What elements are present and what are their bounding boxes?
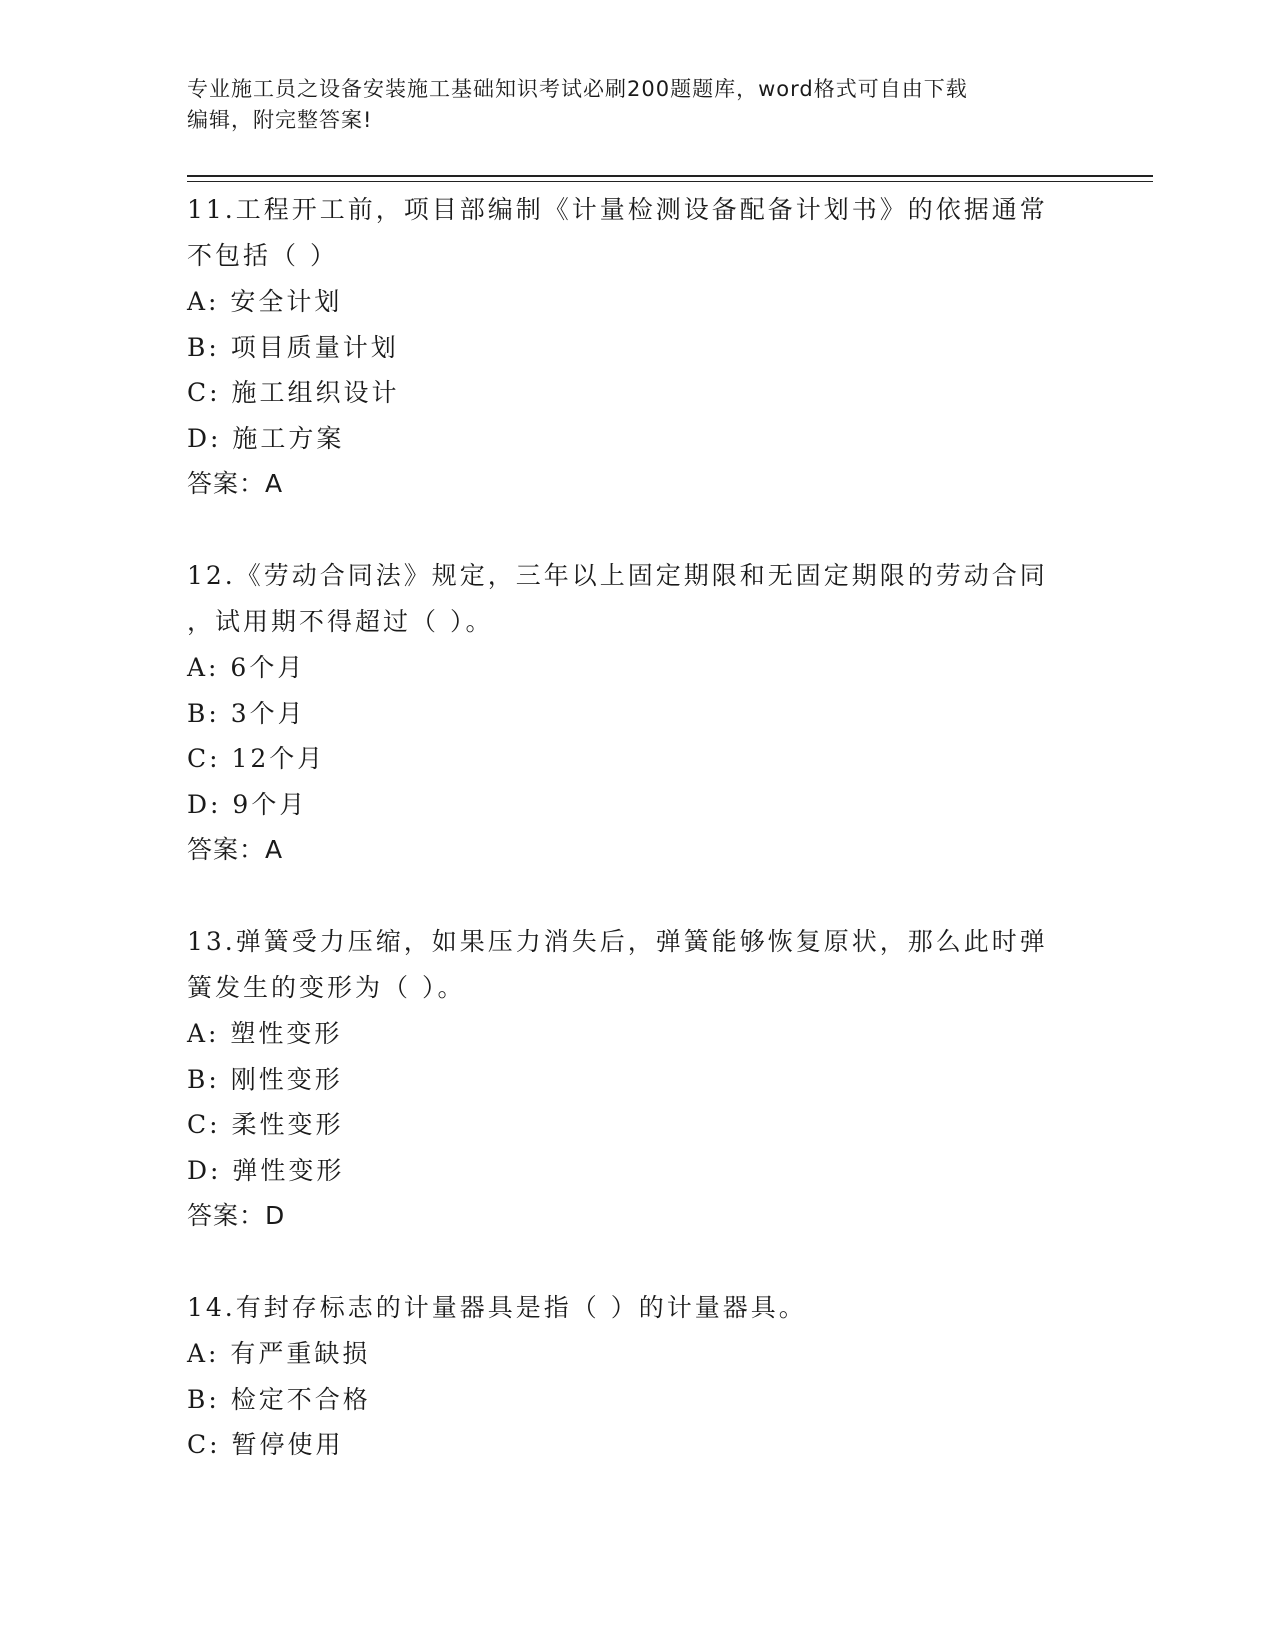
question-spacer bbox=[187, 872, 1087, 919]
question-13-option-b: B: 刚性变形 bbox=[187, 1064, 343, 1094]
question-13 bbox=[187, 919, 1087, 1238]
question-12-text-line-1: 12.《劳动合同法》规定，三年以上固定期限和无固定期限的劳动合同 bbox=[187, 561, 1048, 590]
header-line-1: 专业施工员之设备安装施工基础知识考试必刷200题题库，word格式可自由下载 bbox=[187, 77, 968, 101]
question-11-text-line-2: 不包括（ ） bbox=[187, 241, 338, 270]
question-11 bbox=[187, 187, 1087, 506]
question-spacer bbox=[187, 506, 1087, 553]
question-14-option-c: C: 暂停使用 bbox=[187, 1430, 344, 1459]
question-14 bbox=[187, 1285, 1087, 1468]
header-divider-thick bbox=[187, 175, 1153, 177]
header-divider-thin bbox=[187, 181, 1153, 182]
question-12-option-d: D: 9个月 bbox=[187, 789, 308, 819]
question-11-answer: 答案：A bbox=[187, 469, 284, 498]
question-14-option-a: A: 有严重缺损 bbox=[187, 1339, 371, 1368]
question-13-option-d: D: 弹性变形 bbox=[187, 1155, 345, 1185]
question-13-answer: 答案：D bbox=[187, 1201, 286, 1230]
question-12 bbox=[187, 553, 1087, 872]
question-11-option-a: A: 安全计划 bbox=[187, 287, 343, 316]
question-11-option-d: D: 施工方案 bbox=[187, 423, 345, 453]
question-14-option-b: B: 检定不合格 bbox=[187, 1384, 371, 1414]
question-13-text-line-1: 13.弹簧受力压缩，如果压力消失后，弹簧能够恢复原状，那么此时弹 bbox=[187, 927, 1048, 956]
question-list bbox=[187, 187, 1087, 1468]
question-11-option-c: C: 施工组织设计 bbox=[187, 378, 400, 407]
question-12-answer: 答案：A bbox=[187, 835, 284, 864]
question-spacer bbox=[187, 1238, 1087, 1285]
question-13-text-line-2: 簧发生的变形为（ ）。 bbox=[187, 973, 466, 1002]
question-12-text-line-2: ，试用期不得超过（ ）。 bbox=[187, 607, 494, 636]
question-12-option-c: C: 12个月 bbox=[187, 744, 326, 773]
question-13-option-a: A: 塑性变形 bbox=[187, 1019, 343, 1048]
question-14-text-line-1: 14.有封存标志的计量器具是指（ ）的计量器具。 bbox=[187, 1293, 807, 1322]
header-line-2: 编辑，附完整答案! bbox=[187, 108, 373, 132]
question-12-option-b: B: 3个月 bbox=[187, 698, 306, 728]
question-11-option-b: B: 项目质量计划 bbox=[187, 332, 399, 362]
question-12-option-a: A: 6个月 bbox=[187, 653, 306, 682]
document-header bbox=[187, 74, 1087, 136]
question-13-option-c: C: 柔性变形 bbox=[187, 1110, 344, 1139]
question-11-text-line-1: 11.工程开工前，项目部编制《计量检测设备配备计划书》的依据通常 bbox=[187, 195, 1048, 224]
